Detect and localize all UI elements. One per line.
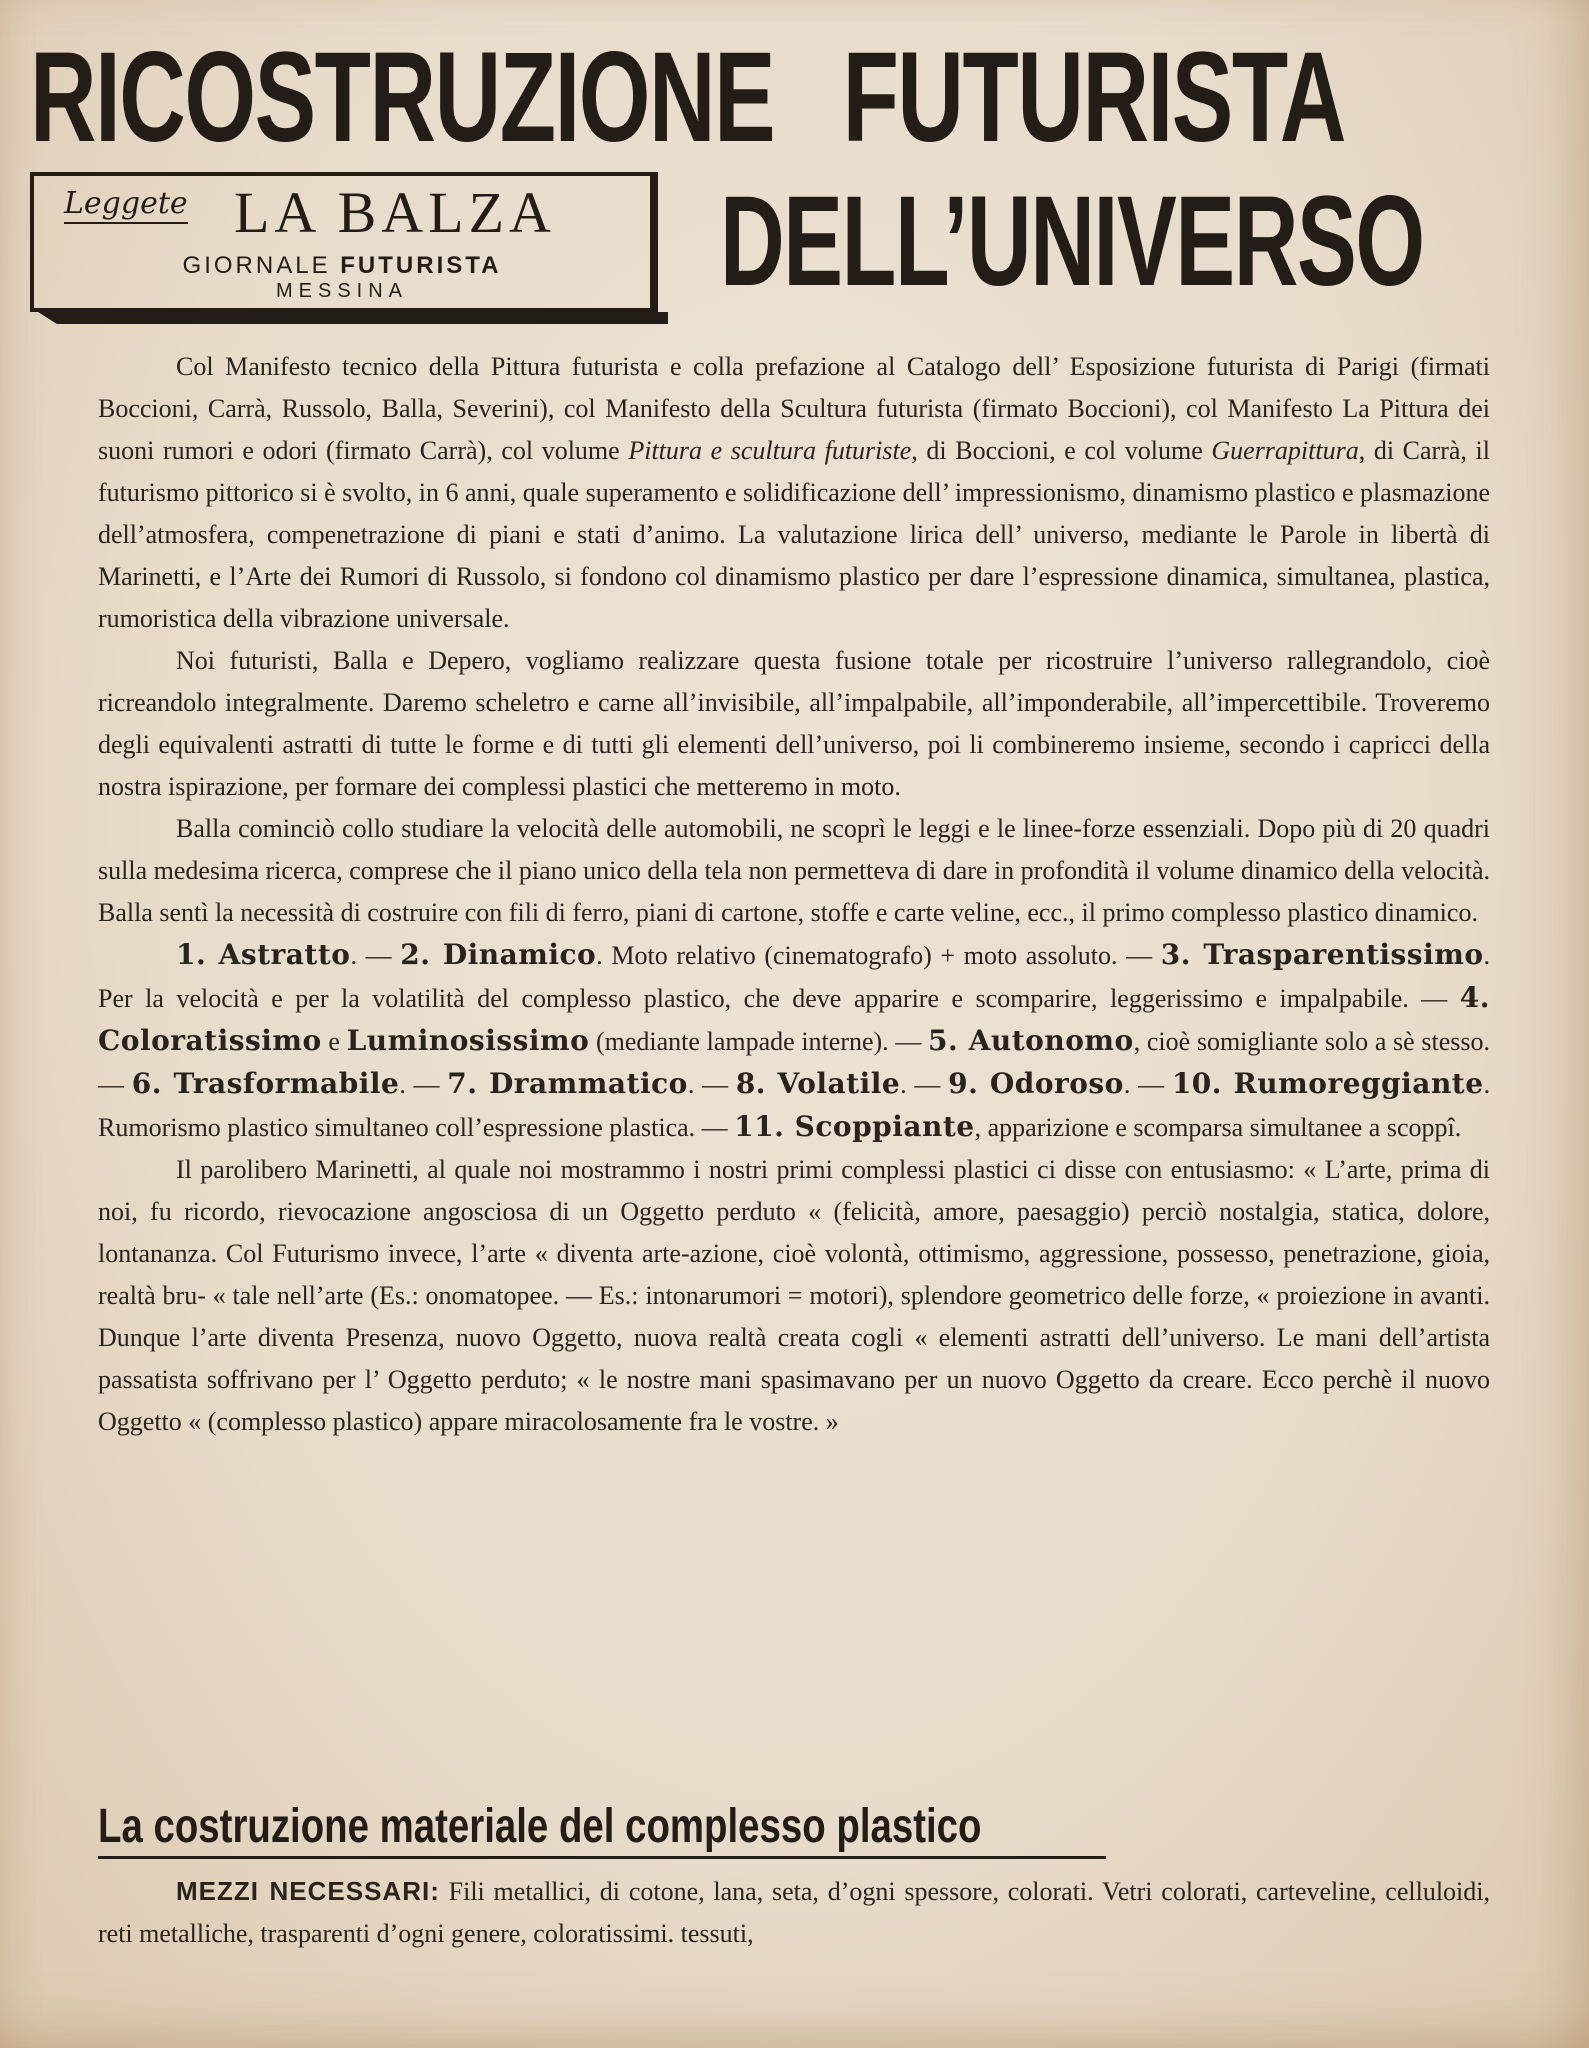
quality-4: 4. Coloratissimo <box>98 981 1490 1057</box>
ad-subtitle <box>34 252 650 280</box>
conjunction: e <box>321 1027 347 1056</box>
qualities-list <box>98 934 1490 1149</box>
ad-leggete: Leggete <box>64 186 188 224</box>
quality-10: 10. Rumoreggiante <box>1171 1067 1484 1100</box>
mezzi-label: MEZZI NECESSARI: <box>176 1876 440 1906</box>
separator: . — <box>399 1070 448 1099</box>
headline-word-ricostruzione: RICOSTRUZIONE <box>30 26 775 169</box>
quality-5: 5. Autonomo <box>928 1024 1134 1057</box>
mezzi-paragraph <box>98 1870 1490 1955</box>
quality-2: 2. Dinamico <box>400 938 597 971</box>
paragraph-marinetti-quote: Il parolibero Marinetti, al quale noi mostrammo i nostri primi complessi plastici ci disse con entusiasmo: « L’arte, prima di noi, fu ricordo, rievocazione angosciosa di un Oggetto perduto « (felicità, amore, paesaggio) perciò nostalgia, statica, dolore, lontananza. Col Futurismo invece, l’arte « diventa arte-azione, cioè volontà, ottimismo, aggressione, possesso, penetrazione, gioia, realtà bru- « tale nell’arte (Es.: onomatopee. — Es.: intonarumori = motori), splendore geometrico delle forze, « proiezione in avanti. Dunque l’arte diventa Presenza, nuovo Oggetto, nuova realtà creata cogli « elementi astratti dell’universo. Le mani dell’artista passatista soffrivano per l’ Oggetto perduto; « le nostre mani spasimavano per un nuovo Oggetto da creare. Ecco perchè il nuovo Oggetto « (complesso plastico) appare miracolosamente fra le vostre. » <box>98 1155 1490 1436</box>
quality-5-text: , cioè somigliante solo a sè stesso. — <box>98 1027 1490 1099</box>
separator: . — <box>350 941 401 970</box>
ad-box-shadow <box>38 312 668 324</box>
quality-2-text: . Moto relativo (cinematografo) + moto assoluto. — <box>596 941 1161 970</box>
ad-futurista: FUTURISTA <box>340 252 502 279</box>
quality-4b: Luminosissimo <box>346 1024 590 1057</box>
section-heading-text: La costruzione materiale del complesso plastico <box>98 1800 982 1853</box>
paragraph-3: Balla cominciò collo studiare la velocità delle automobili, ne scoprì le leggi e le linee-forze essenziali. Dopo più di 20 quadri sulla medesima ricerca, comprese che il piano unico della tela non permetteva di dare in profondità il volume dinamico della velocità. Balla sentì la necessità di costruire con fili di ferro, piani di cartone, stoffe e carte veline, ecc., il primo complesso plastico dinamico. <box>98 814 1490 927</box>
book-title-guerrapittura: Guerrapittura <box>1211 436 1359 465</box>
quality-10-text: . Rumorismo plastico simultaneo coll’espressione plastica. — <box>98 1070 1491 1142</box>
quality-11: 11. Scoppiante <box>734 1110 975 1143</box>
quality-11-text: , apparizione e scomparsa simultanee a scoppî. <box>974 1113 1462 1142</box>
ad-city: MESSINA <box>275 280 409 302</box>
ad-giornale: GIORNALE <box>182 252 331 279</box>
section-heading <box>98 1800 1106 1859</box>
quality-3-text: . Per la velocità e per la volatilità del complesso plastico, che deve apparire e scomparire, leggerissimo e impalpabile. — <box>98 941 1491 1013</box>
quality-9: 9. Odoroso <box>948 1067 1124 1100</box>
separator: . — <box>687 1070 736 1099</box>
headline-line-1 <box>30 26 1345 169</box>
p1-text-a: Col Manifesto tecnico della Pittura futurista e colla prefazione al Catalogo dell’ Esposizione futurista di Parigi (firmati Boccioni, Carrà, Russolo, Balla, Severini), col Manifesto della Scultura futurista (firmato Boccioni), col Manifesto La Pittura dei suoni rumori e odori (firmato Carrà), col volume <box>98 352 1490 465</box>
headline-line-2: DELL’UNIVERSO <box>720 170 1424 313</box>
paragraph-2: Noi futuristi, Balla e Depero, vogliamo realizzare questa fusione totale per ricostruire l’universo rallegrandolo, cioè ricreandolo integralmente. Daremo scheletro e carne all’invisibile, all’impalpabile, all’imponderabile, all’impercettibile. Troveremo degli equivalenti astratti di tutte le forme e di tutti gli elementi dell’universo, poi li combineremo insieme, secondo i capricci della nostra ispirazione, per formare dei complessi plastici che metteremo in moto. <box>98 646 1490 801</box>
separator: . — <box>900 1070 949 1099</box>
quality-6: 6. Trasformabile <box>131 1067 400 1100</box>
mezzi-text: Fili metallici, di cotone, lana, seta, d’ogni spessore, colorati. Vetri colorati, carteveline, celluloidi, reti metalliche, trasparenti d’ogni genere, coloratissimi. tessuti, <box>98 1877 1490 1948</box>
article-body <box>98 346 1490 1443</box>
paragraph-1 <box>98 346 1490 640</box>
quality-3: 3. Trasparentissimo <box>1160 938 1484 971</box>
p1-text-b: , di Boccioni, e col volume <box>911 436 1212 465</box>
ad-title: LA BALZA <box>234 180 556 245</box>
headline-word-futurista: FUTURISTA <box>842 26 1345 169</box>
book-title-pittura-scultura: Pittura e scultura futuriste <box>628 436 912 465</box>
quality-8: 8. Volatile <box>735 1067 901 1100</box>
quality-7: 7. Drammatico <box>447 1067 688 1100</box>
quality-4-text: (mediante lampade interne). — <box>589 1027 929 1056</box>
separator: . — <box>1123 1070 1172 1099</box>
advertisement-box <box>30 172 658 312</box>
quality-1: 1. Astratto <box>176 938 351 971</box>
p1-text-c: , di Carrà, il futurismo pittorico si è svolto, in 6 anni, quale superamento e solidificazione dell’ impressionismo, dinamismo plastico e plasmazione dell’atmosfera, compenetrazione di piani e stati d’animo. La valutazione lirica dell’ universo, mediante le Parole in libertà di Marinetti, e l’Arte dei Rumori di Russolo, si fondono col dinamismo plastico per dare l’espressione dinamica, simultanea, plastica, rumoristica della vibrazione universale. <box>98 436 1490 633</box>
